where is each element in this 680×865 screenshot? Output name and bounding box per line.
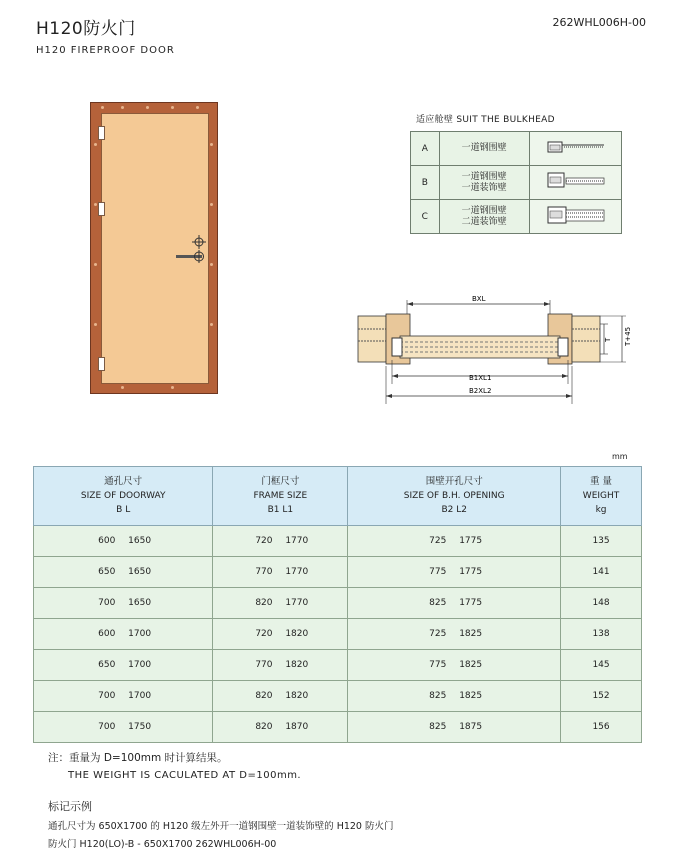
table-cell: [348, 681, 561, 712]
table-cell: [213, 619, 348, 650]
hinge-icon: [98, 202, 105, 216]
bulkhead-desc-line1: 一道钢围壁: [461, 143, 507, 153]
bulkhead-b-diagram-icon: [544, 169, 606, 193]
cell-value: 1650: [128, 536, 152, 546]
table-cell: [213, 557, 348, 588]
cell-value: 1770: [285, 598, 309, 608]
table-cell: [213, 712, 348, 743]
table-cell: [34, 526, 213, 557]
example-line-1: 通孔尺寸为 650X1700 的 H120 级左外开一道钢围壁一道装饰壁的 H120 防火门: [48, 821, 394, 832]
cell-value: 825: [429, 722, 447, 732]
cell-value: 1825: [459, 629, 483, 639]
table-cell: [213, 650, 348, 681]
table-row: [34, 526, 642, 557]
bulkhead-desc-line1: 一道钢围壁: [461, 205, 507, 216]
table-cell: [34, 588, 213, 619]
table-cell: [34, 619, 213, 650]
cell-value: 650: [98, 660, 116, 670]
cell-value: 700: [98, 691, 116, 701]
bulkhead-desc: [439, 132, 529, 166]
bulkhead-key: A: [411, 132, 440, 166]
cell-value: 650: [98, 567, 116, 577]
dim-t45: T+45: [624, 326, 632, 346]
bulkhead-key: C: [411, 200, 440, 234]
bulkhead-a-diagram-icon: [544, 137, 606, 157]
cell-value: 820: [255, 691, 273, 701]
door-handle-icon: [172, 234, 212, 274]
bulkhead-row: [411, 200, 622, 234]
bulkhead-desc: [439, 200, 529, 234]
table-cell-weight: 156: [561, 712, 642, 743]
cell-value: 1700: [128, 660, 152, 670]
cell-value: 1650: [128, 567, 152, 577]
column-header-frame: [213, 467, 348, 526]
cell-value: 1770: [285, 567, 309, 577]
dim-b1xl1: B1XL1: [469, 374, 492, 382]
cell-value: 1775: [459, 567, 483, 577]
note-zh: 注：重量为 D=100mm 时计算结果。: [48, 752, 228, 764]
cell-value: 1775: [459, 598, 483, 608]
cell-value: 725: [429, 629, 447, 639]
table-row: [34, 619, 642, 650]
col-en: SIZE OF DOORWAY: [80, 491, 166, 501]
cell-value: 1870: [285, 722, 309, 732]
table-row: [34, 588, 642, 619]
cell-value: 1700: [128, 691, 152, 701]
cell-value: 770: [255, 660, 273, 670]
bulkhead-key: B: [411, 166, 440, 200]
table-cell: [213, 526, 348, 557]
table-row: [34, 557, 642, 588]
bulkhead-profile: [529, 132, 621, 166]
column-header-weight: [561, 467, 642, 526]
table-cell: [348, 650, 561, 681]
dim-t: T: [604, 337, 612, 342]
bulkhead-desc: [439, 166, 529, 200]
cell-value: 700: [98, 722, 116, 732]
page-title: H120防火门: [36, 19, 136, 39]
table-cell-weight: 141: [561, 557, 642, 588]
bulkhead-title: 适应舱壁 SUIT THE BULKHEAD: [416, 115, 555, 125]
col-en: FRAME SIZE: [253, 491, 308, 501]
table-cell: [213, 681, 348, 712]
cell-value: 775: [429, 567, 447, 577]
table-row: [34, 650, 642, 681]
cell-value: 1700: [128, 629, 152, 639]
cell-value: 1650: [128, 598, 152, 608]
table-cell: [348, 712, 561, 743]
cell-value: 1750: [128, 722, 152, 732]
cell-value: 1875: [459, 722, 483, 732]
table-cell-weight: 148: [561, 588, 642, 619]
table-header-row: [34, 467, 642, 526]
door-section-drawing: [352, 296, 642, 410]
col-sub: B1 L1: [267, 505, 294, 515]
table-cell: [348, 619, 561, 650]
cell-value: 1825: [459, 660, 483, 670]
table-cell: [34, 557, 213, 588]
cell-value: 600: [98, 536, 116, 546]
bulkhead-desc-line2: 一道装饰壁: [461, 182, 507, 193]
table-row: [34, 712, 642, 743]
col-en: WEIGHT: [582, 491, 620, 501]
hinge-icon: [98, 357, 105, 371]
cell-value: 725: [429, 536, 447, 546]
cell-value: 720: [255, 629, 273, 639]
cell-value: 1820: [285, 629, 309, 639]
col-sub: kg: [595, 505, 607, 515]
table-cell-weight: 135: [561, 526, 642, 557]
bulkhead-row: [411, 166, 622, 200]
table-cell: [213, 588, 348, 619]
hinge-icon: [98, 126, 105, 140]
example-line-2: 防火门 H120(LO)-B - 650X1700 262WHL006H-00: [48, 839, 277, 850]
cell-value: 700: [98, 598, 116, 608]
cell-value: 775: [429, 660, 447, 670]
cell-value: 825: [429, 691, 447, 701]
note-en: THE WEIGHT IS CACULATED AT D=100mm.: [68, 770, 302, 781]
bulkhead-profile: [529, 200, 621, 234]
bulkhead-table: [410, 131, 622, 234]
table-cell: [348, 526, 561, 557]
cell-value: 600: [98, 629, 116, 639]
bulkhead-desc-line2: 二道装饰壁: [461, 216, 507, 227]
bulkhead-c-diagram-icon: [544, 203, 606, 227]
dim-bxl: BXL: [472, 296, 486, 303]
column-header-opening: [348, 467, 561, 526]
cell-value: 1820: [285, 660, 309, 670]
cell-value: 820: [255, 722, 273, 732]
example-heading: 标记示例: [48, 800, 92, 813]
col-zh: 围壁开孔尺寸: [425, 476, 483, 487]
column-header-doorway: [34, 467, 213, 526]
col-sub: B L: [116, 505, 131, 515]
col-zh: 门框尺寸: [261, 476, 300, 487]
table-cell: [34, 712, 213, 743]
cell-value: 770: [255, 567, 273, 577]
size-table: [33, 466, 642, 743]
cell-value: 1770: [285, 536, 309, 546]
cell-value: 1775: [459, 536, 483, 546]
bulkhead-row: [411, 132, 622, 166]
cell-value: 1825: [459, 691, 483, 701]
bulkhead-desc-line1: 一道钢围壁: [461, 171, 507, 182]
table-cell: [34, 650, 213, 681]
col-sub: B2 L2: [441, 505, 467, 515]
col-zh: 重 量: [590, 476, 613, 487]
col-en: SIZE OF B.H. OPENING: [403, 491, 505, 501]
bulkhead-profile: [529, 166, 621, 200]
cell-value: 820: [255, 598, 273, 608]
cell-value: 825: [429, 598, 447, 608]
table-cell: [348, 588, 561, 619]
col-zh: 通孔尺寸: [104, 476, 143, 487]
cell-value: 720: [255, 536, 273, 546]
drawing-code: 262WHL006H-00: [552, 16, 646, 29]
table-cell-weight: 138: [561, 619, 642, 650]
dim-b2xl2: B2XL2: [469, 387, 492, 395]
table-cell: [34, 681, 213, 712]
cell-value: 1820: [285, 691, 309, 701]
unit-label: mm: [612, 452, 628, 461]
page-subtitle: H120 FIREPROOF DOOR: [36, 45, 175, 56]
table-cell: [348, 557, 561, 588]
door-leaf: [101, 113, 209, 384]
table-cell-weight: 145: [561, 650, 642, 681]
table-cell-weight: 152: [561, 681, 642, 712]
table-row: [34, 681, 642, 712]
